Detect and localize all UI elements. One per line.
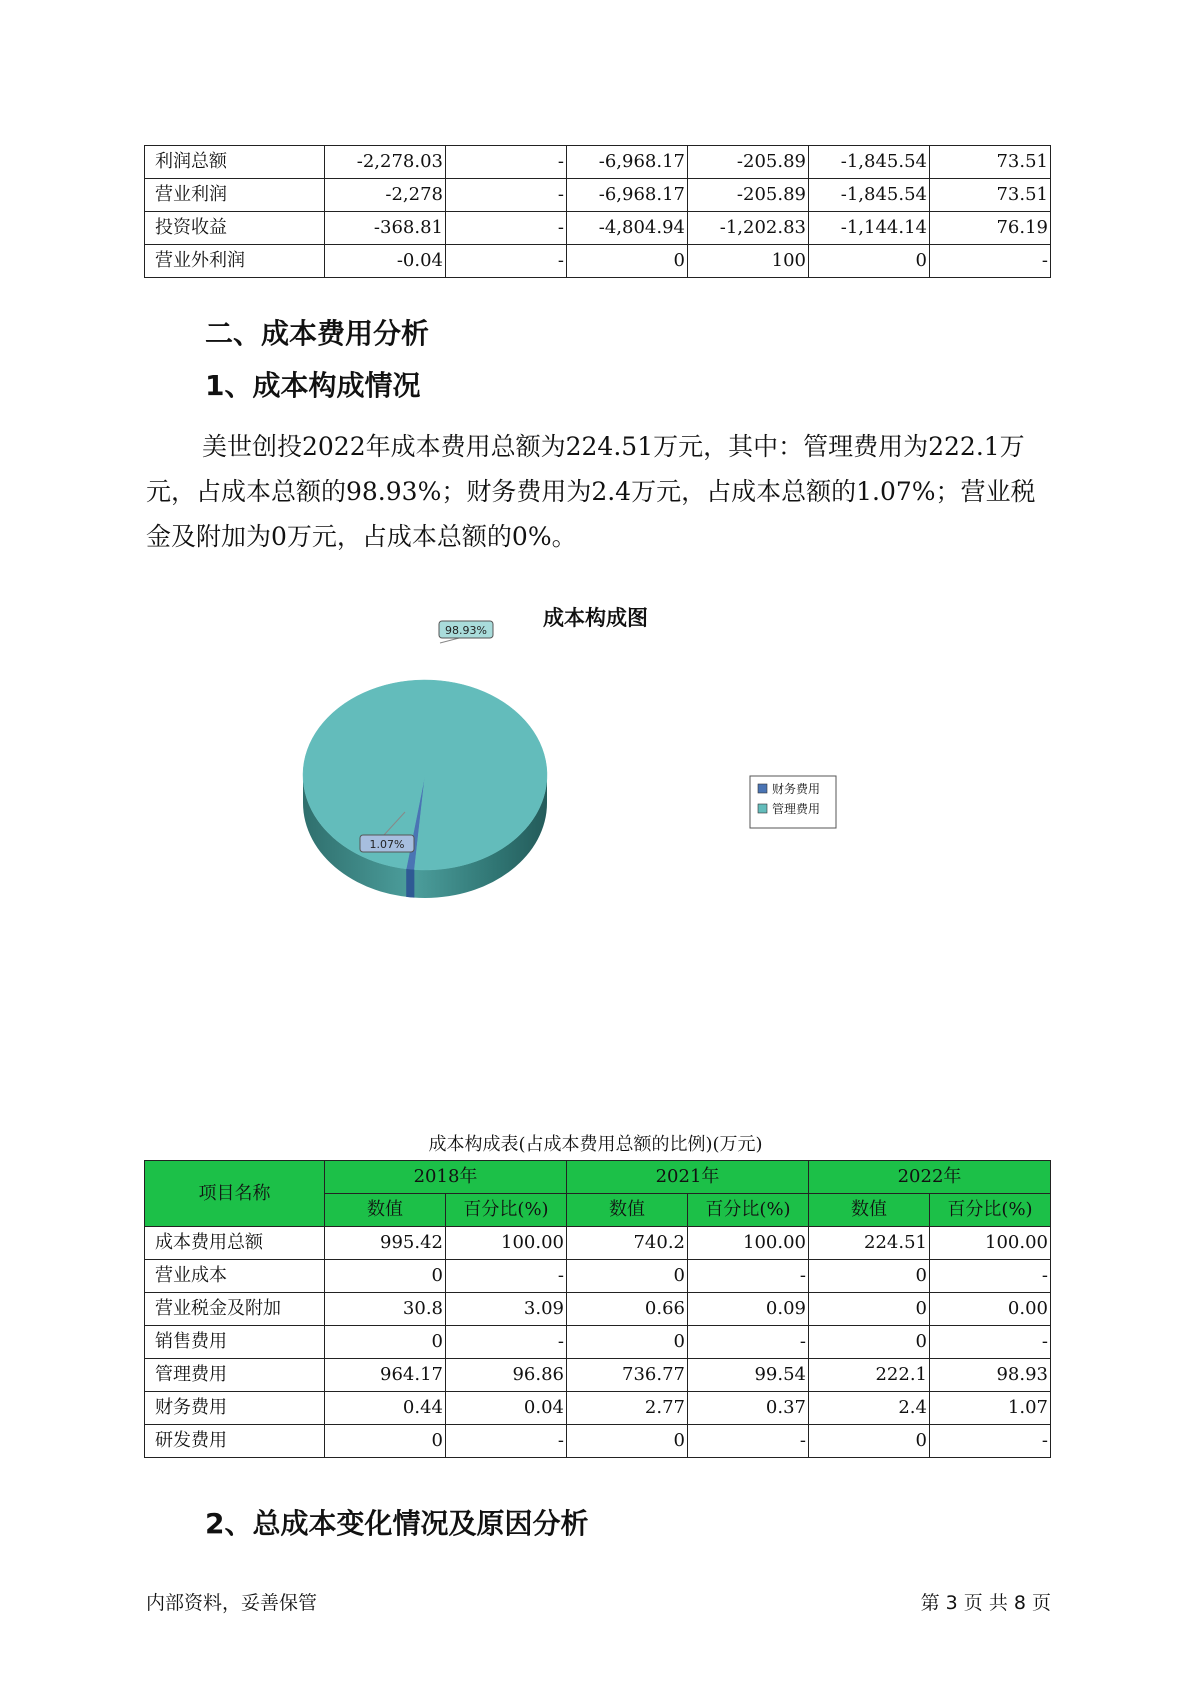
legend-label-financial: 财务费用 [772,782,821,796]
cell: 740.2 [567,1227,688,1260]
cell: -0.04 [325,245,446,278]
cell: - [930,1326,1051,1359]
row-label: 财务费用 [145,1392,325,1425]
column-header-value: 数值 [325,1194,446,1227]
cell: 96.86 [446,1359,567,1392]
cell: 964.17 [325,1359,446,1392]
cell: 0.66 [567,1293,688,1326]
body-paragraph: 美世创投2022年成本费用总额为224.51万元，其中：管理费用为222.1万元，占成本总额的98.93%；财务费用为2.4万元，占成本总额的1.07%；营业税金及附加为0万元，占成本总额的0%。 [146,432,1036,551]
column-header-year: 2018年 [325,1161,567,1194]
table-row [145,1326,1051,1359]
cell: 3.09 [446,1293,567,1326]
cell: -205.89 [688,146,809,179]
row-label: 管理费用 [145,1359,325,1392]
row-label: 研发费用 [145,1425,325,1458]
cell: 0.37 [688,1392,809,1425]
table-row [145,179,1051,212]
cell: - [446,1260,567,1293]
cell: - [446,1326,567,1359]
cell: - [930,245,1051,278]
chart-title: 成本构成图 [543,606,648,630]
table-row [145,1425,1051,1458]
cell: 30.8 [325,1293,446,1326]
table-caption: 成本构成表(占成本费用总额的比例)(万元) [428,1134,763,1155]
column-header-year: 2021年 [567,1161,809,1194]
cell: 2.4 [809,1392,930,1425]
cell: 0.04 [446,1392,567,1425]
cell: 73.51 [930,146,1051,179]
subsection-heading: 1、成本构成情况 [205,369,421,402]
cell: -4,804.94 [567,212,688,245]
table-row [145,1359,1051,1392]
subsection-heading-2: 2、总成本变化情况及原因分析 [205,1507,589,1540]
cell: 0.44 [325,1392,446,1425]
cell: - [446,212,567,245]
cell: -2,278.03 [325,146,446,179]
legend-label-management: 管理费用 [772,802,821,816]
cell: - [688,1260,809,1293]
cell: 0 [809,1293,930,1326]
cell: - [446,179,567,212]
cell: -205.89 [688,179,809,212]
column-header-year: 2022年 [809,1161,1051,1194]
cell: -368.81 [325,212,446,245]
cell: 0 [567,245,688,278]
cell: 100.00 [688,1227,809,1260]
row-label: 成本费用总额 [145,1227,325,1260]
cell: -6,968.17 [567,146,688,179]
column-header-percent: 百分比(%) [688,1194,809,1227]
cost-table [144,1160,1051,1458]
pie-group [303,680,547,898]
row-label: 营业成本 [145,1260,325,1293]
profit-table [144,145,1051,278]
cell: -1,845.54 [809,179,930,212]
cell: - [930,1260,1051,1293]
cell: - [446,245,567,278]
column-header-value: 数值 [809,1194,930,1227]
column-header-percent: 百分比(%) [446,1194,567,1227]
cell: - [930,1425,1051,1458]
cell: 98.93 [930,1359,1051,1392]
footer-page-number: 第 3 页 共 8 页 [920,1592,1051,1614]
cell: 100.00 [446,1227,567,1260]
table-row [145,1293,1051,1326]
footer-left: 内部资料，妥善保管 [146,1592,318,1614]
pie-slice-side [406,869,414,898]
table-row [145,1227,1051,1260]
cell: 0.09 [688,1293,809,1326]
cell: -1,845.54 [809,146,930,179]
row-label: 营业外利润 [145,245,325,278]
cell: - [446,146,567,179]
column-header-value: 数值 [567,1194,688,1227]
cell: 0 [325,1425,446,1458]
pie-label-text: 98.93% [445,624,487,637]
pie-slice [303,680,547,870]
column-header-item: 项目名称 [145,1161,325,1227]
cell: 73.51 [930,179,1051,212]
table-row [145,146,1051,179]
cell: - [688,1326,809,1359]
row-label: 销售费用 [145,1326,325,1359]
cell: 2.77 [567,1392,688,1425]
row-label: 利润总额 [145,146,325,179]
cell: 0 [809,1326,930,1359]
table-row [145,212,1051,245]
cell: 0 [325,1260,446,1293]
cell: 0 [809,245,930,278]
cell: - [688,1425,809,1458]
cell: 222.1 [809,1359,930,1392]
table-row [145,1392,1051,1425]
cell: 736.77 [567,1359,688,1392]
cell: - [446,1425,567,1458]
cell: -2,278 [325,179,446,212]
cell: 0 [567,1425,688,1458]
cell: 0 [325,1326,446,1359]
cell: -6,968.17 [567,179,688,212]
cell: 0.00 [930,1293,1051,1326]
cell: -1,202.83 [688,212,809,245]
cell: 995.42 [325,1227,446,1260]
row-label: 营业税金及附加 [145,1293,325,1326]
cell: 76.19 [930,212,1051,245]
row-label: 投资收益 [145,212,325,245]
cell: 0 [809,1425,930,1458]
column-header-percent: 百分比(%) [930,1194,1051,1227]
table-header-row [145,1161,1051,1194]
section-heading: 二、成本费用分析 [205,317,430,350]
cell: 100 [688,245,809,278]
cell: -1,144.14 [809,212,930,245]
cell: 0 [567,1260,688,1293]
chart-legend [750,776,836,828]
legend-swatch-management [758,804,767,813]
legend-swatch-financial [758,784,767,793]
table-row [145,1260,1051,1293]
pie-label-text: 1.07% [369,838,405,851]
cell: 99.54 [688,1359,809,1392]
cost-table-body [145,1227,1051,1458]
pie-chart [0,624,1191,940]
cell: 0 [809,1260,930,1293]
cell: 224.51 [809,1227,930,1260]
row-label: 营业利润 [145,179,325,212]
cell: 0 [567,1326,688,1359]
cell: 100.00 [930,1227,1051,1260]
cell: 1.07 [930,1392,1051,1425]
table-row [145,245,1051,278]
